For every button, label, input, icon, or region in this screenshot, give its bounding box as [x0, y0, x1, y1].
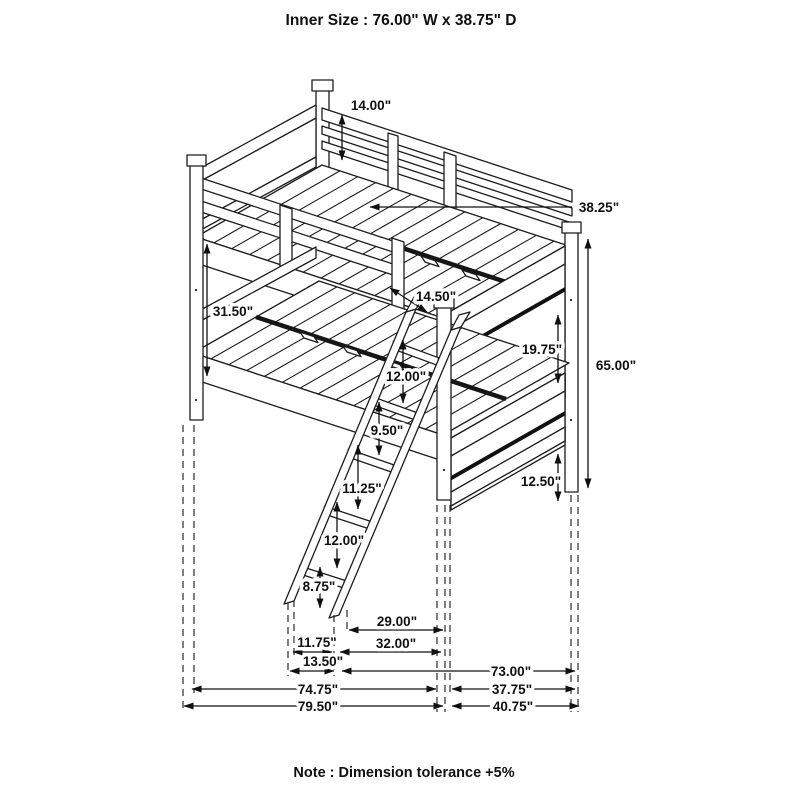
foot-rear-post-cap: [562, 222, 581, 233]
dim-label: 12.00": [385, 369, 427, 384]
dim-label: 79.50": [297, 699, 339, 714]
dim-label: 11.25": [342, 481, 382, 496]
dim-overall-height: [588, 239, 636, 488]
dim-side-rail-length: [342, 664, 575, 679]
post-screw-dot: [443, 469, 445, 471]
dim-overall-depth: [452, 699, 579, 714]
dim-front-face-length: [192, 682, 436, 697]
post-screw-dot: [195, 399, 197, 401]
dim-label: 29.00": [376, 614, 418, 629]
foot-rear-post-body: [565, 230, 578, 492]
dim-ladder-foot-outer: [290, 654, 343, 671]
dim-label: 40.75": [492, 699, 534, 714]
dim-label: 32.00": [375, 636, 417, 651]
dim-label: 12.50": [520, 474, 562, 489]
dim-label: 11.75": [297, 635, 337, 650]
head-front-post-body: [190, 163, 203, 420]
dim-label: 65.00": [595, 358, 637, 373]
post-screw-dot: [570, 299, 572, 301]
head-front-post-cap: [187, 155, 206, 166]
dim-ladder-foot-inner: [293, 635, 337, 652]
dim-overall-length: [184, 699, 443, 714]
dim-label: 37.75": [491, 682, 533, 697]
dim-label: 38.25": [578, 200, 620, 215]
post-screw-dot: [195, 289, 197, 291]
dim-end-face-depth: [452, 682, 575, 697]
foot-front-post: [434, 297, 454, 500]
dim-label: 14.00": [350, 98, 392, 113]
post-screw-dot: [570, 419, 572, 421]
dim-label: 73.00": [490, 664, 532, 679]
dim-label: 13.50": [302, 654, 344, 669]
dim-label: 9.50": [370, 423, 404, 438]
head-front-post: [187, 155, 206, 420]
tolerance-note: Note : Dimension tolerance +5%: [293, 765, 515, 781]
dim-ladder-to-post: [349, 614, 443, 630]
dim-label: 14.50": [415, 289, 457, 304]
dim-label: 74.75": [297, 682, 339, 697]
dim-label: 12.00": [323, 533, 365, 548]
dim-label: 8.75": [302, 579, 336, 594]
dim-ladder-projection: [340, 636, 441, 652]
front-guard-post-2: [392, 238, 404, 310]
dim-label: 31.50": [212, 304, 254, 319]
inner-size-title: Inner Size : 76.00" W x 38.75" D: [285, 12, 517, 29]
dim-label: 19.75": [521, 342, 563, 357]
head-rear-post-cap: [312, 80, 333, 91]
